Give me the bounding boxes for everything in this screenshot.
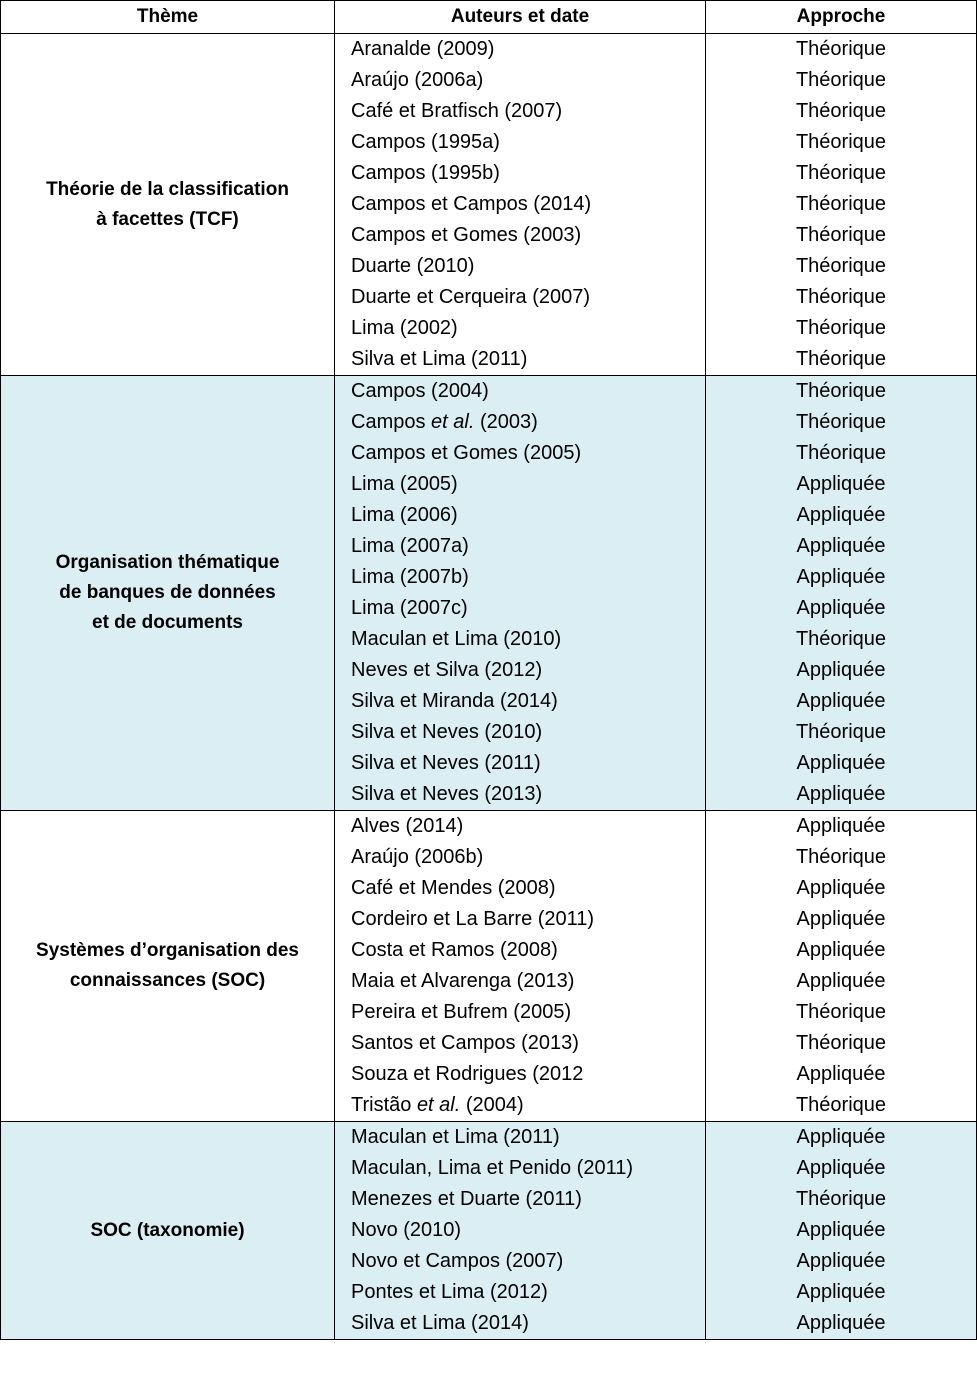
theme-label-line: Organisation thématique — [55, 552, 280, 573]
approach-cell: Appliquée — [706, 562, 977, 593]
author-text: Araújo (2006b) — [351, 846, 484, 868]
author-etal: et al. — [416, 1094, 461, 1116]
author-cell — [335, 96, 706, 127]
approach-cell: Théorique — [706, 313, 977, 344]
author-cell — [335, 717, 706, 748]
theme-label-line: de banques de données — [59, 582, 276, 603]
table-header — [1, 1, 977, 34]
approach-cell: Appliquée — [706, 1122, 977, 1154]
approach-cell: Appliquée — [706, 1308, 977, 1340]
author-cell — [335, 282, 706, 313]
author-text: Menezes et Duarte (2011) — [351, 1188, 582, 1210]
author-text: Silva et Lima (2011) — [351, 348, 528, 370]
author-cell — [335, 220, 706, 251]
theme-cell — [1, 376, 335, 811]
approach-cell: Appliquée — [706, 935, 977, 966]
approach-cell: Appliquée — [706, 1246, 977, 1277]
approach-cell: Appliquée — [706, 811, 977, 843]
approach-cell: Théorique — [706, 158, 977, 189]
author-text: Café et Bratfisch (2007) — [351, 100, 563, 122]
author-text: Campos et Gomes (2003) — [351, 224, 582, 246]
author-cell — [335, 811, 706, 843]
author-text: Campos — [351, 411, 432, 433]
table-row — [1, 376, 977, 408]
header-row — [1, 1, 977, 34]
author-text: Duarte et Cerqueira (2007) — [351, 286, 591, 308]
author-cell — [335, 997, 706, 1028]
header-theme: Thème — [1, 1, 335, 34]
author-cell — [335, 1028, 706, 1059]
author-cell — [335, 158, 706, 189]
author-text: Silva et Neves (2010) — [351, 721, 543, 743]
approach-cell: Appliquée — [706, 873, 977, 904]
author-text: Silva et Lima (2014) — [351, 1312, 529, 1334]
author-text: Novo (2010) — [351, 1219, 462, 1241]
approach-cell: Appliquée — [706, 655, 977, 686]
theme-group — [1, 376, 977, 811]
author-text: Lima (2002) — [351, 317, 458, 339]
approach-cell: Théorique — [706, 717, 977, 748]
author-text: Silva et Miranda (2014) — [351, 690, 558, 712]
author-cell — [335, 1090, 706, 1122]
author-cell — [335, 935, 706, 966]
author-cell — [335, 376, 706, 408]
author-cell — [335, 469, 706, 500]
author-text: Campos et Campos (2014) — [351, 193, 592, 215]
approach-cell: Appliquée — [706, 1215, 977, 1246]
author-cell — [335, 655, 706, 686]
approach-cell: Théorique — [706, 842, 977, 873]
author-cell — [335, 1215, 706, 1246]
approach-cell: Appliquée — [706, 531, 977, 562]
author-text: Souza et Rodrigues (2012 — [351, 1063, 584, 1085]
author-year: (2003) — [474, 411, 538, 433]
author-text: Duarte (2010) — [351, 255, 475, 277]
author-text: Campos et Gomes (2005) — [351, 442, 582, 464]
theme-group — [1, 1122, 977, 1340]
author-year: (2004) — [460, 1094, 524, 1116]
approach-cell: Appliquée — [706, 966, 977, 997]
author-text: Lima (2006) — [351, 504, 458, 526]
theme-label-line: Théorie de la classification — [46, 178, 289, 200]
approach-cell: Théorique — [706, 407, 977, 438]
author-cell — [335, 65, 706, 96]
author-text: Maculan et Lima (2011) — [351, 1126, 560, 1148]
author-text: Neves et Silva (2012) — [351, 659, 543, 681]
approach-cell: Théorique — [706, 34, 977, 66]
author-cell — [335, 1153, 706, 1184]
approach-cell: Appliquée — [706, 469, 977, 500]
author-cell — [335, 1246, 706, 1277]
approach-cell: Théorique — [706, 344, 977, 376]
author-cell — [335, 593, 706, 624]
approach-cell: Théorique — [706, 251, 977, 282]
author-text: Campos (1995a) — [351, 131, 500, 153]
approach-cell: Appliquée — [706, 500, 977, 531]
author-etal: et al. — [431, 411, 475, 433]
author-text: Café et Mendes (2008) — [351, 877, 556, 899]
header-approach: Approche — [706, 1, 977, 34]
approach-cell: Théorique — [706, 282, 977, 313]
author-cell — [335, 873, 706, 904]
author-text: Pontes et Lima (2012) — [351, 1281, 548, 1303]
approach-cell: Théorique — [706, 1184, 977, 1215]
author-text: Alves (2014) — [351, 815, 464, 837]
approach-cell: Théorique — [706, 96, 977, 127]
approach-cell: Appliquée — [706, 779, 977, 811]
approach-cell: Appliquée — [706, 1277, 977, 1308]
approach-cell: Appliquée — [706, 686, 977, 717]
theme-cell — [1, 811, 335, 1122]
author-cell — [335, 531, 706, 562]
theme-cell — [1, 34, 335, 376]
author-text: Silva et Neves (2011) — [351, 752, 541, 774]
author-text: Campos (2004) — [351, 380, 489, 402]
author-cell — [335, 1308, 706, 1340]
approach-cell: Théorique — [706, 220, 977, 251]
author-text: Maia et Alvarenga (2013) — [351, 970, 575, 992]
author-text: Novo et Campos (2007) — [351, 1250, 564, 1272]
author-text: Lima (2007a) — [351, 535, 469, 557]
author-cell — [335, 748, 706, 779]
author-cell — [335, 1277, 706, 1308]
table-row — [1, 1122, 977, 1154]
author-cell — [335, 842, 706, 873]
author-text: Tristão — [351, 1094, 417, 1116]
approach-cell: Appliquée — [706, 1059, 977, 1090]
approach-cell: Appliquée — [706, 1153, 977, 1184]
author-cell — [335, 500, 706, 531]
author-text: Pereira et Bufrem (2005) — [351, 1001, 572, 1023]
author-text: Campos (1995b) — [351, 162, 500, 184]
author-text: Santos et Campos (2013) — [351, 1032, 579, 1054]
header-authors: Auteurs et date — [335, 1, 706, 34]
author-cell — [335, 438, 706, 469]
theme-label-line: Systèmes d’organisation des — [36, 940, 299, 961]
author-text: Cordeiro et La Barre (2011) — [351, 908, 595, 930]
approach-cell: Théorique — [706, 189, 977, 220]
theme-cell — [1, 1122, 335, 1340]
author-cell — [335, 904, 706, 935]
author-cell — [335, 251, 706, 282]
theme-group — [1, 811, 977, 1122]
author-cell — [335, 966, 706, 997]
author-text: Maculan, Lima et Penido (2011) — [351, 1157, 634, 1179]
approach-cell: Théorique — [706, 1090, 977, 1122]
approach-cell: Appliquée — [706, 593, 977, 624]
author-cell — [335, 313, 706, 344]
approach-cell: Théorique — [706, 997, 977, 1028]
author-cell — [335, 34, 706, 66]
theme-label-line: et de documents — [92, 612, 243, 633]
theme-label-line: connaissances (SOC) — [69, 970, 266, 991]
theme-label-line: à facettes (TCF) — [96, 208, 239, 230]
author-text: Silva et Neves (2013) — [351, 783, 543, 805]
approach-cell: Théorique — [706, 438, 977, 469]
approach-cell: Appliquée — [706, 904, 977, 935]
approach-cell: Appliquée — [706, 748, 977, 779]
approach-cell: Théorique — [706, 65, 977, 96]
author-text: Lima (2007b) — [351, 566, 469, 588]
author-cell — [335, 127, 706, 158]
table-row — [1, 34, 977, 66]
author-cell — [335, 562, 706, 593]
approach-cell: Théorique — [706, 376, 977, 408]
author-text: Araújo (2006a) — [351, 69, 484, 91]
author-cell — [335, 1122, 706, 1154]
table-row — [1, 811, 977, 843]
author-cell — [335, 344, 706, 376]
author-cell — [335, 779, 706, 811]
author-cell — [335, 1184, 706, 1215]
theme-group — [1, 34, 977, 376]
approach-cell: Théorique — [706, 1028, 977, 1059]
author-cell — [335, 624, 706, 655]
approach-cell: Théorique — [706, 127, 977, 158]
author-cell — [335, 1059, 706, 1090]
author-text: Lima (2007c) — [351, 597, 468, 619]
approach-cell: Théorique — [706, 624, 977, 655]
author-text: Lima (2005) — [351, 473, 458, 495]
author-cell — [335, 686, 706, 717]
author-text: Costa et Ramos (2008) — [351, 939, 558, 961]
theme-label-line: SOC (taxonomie) — [90, 1219, 245, 1241]
author-cell — [335, 189, 706, 220]
author-text: Aranalde (2009) — [351, 38, 495, 60]
author-cell — [335, 407, 706, 438]
author-text: Maculan et Lima (2010) — [351, 628, 562, 650]
